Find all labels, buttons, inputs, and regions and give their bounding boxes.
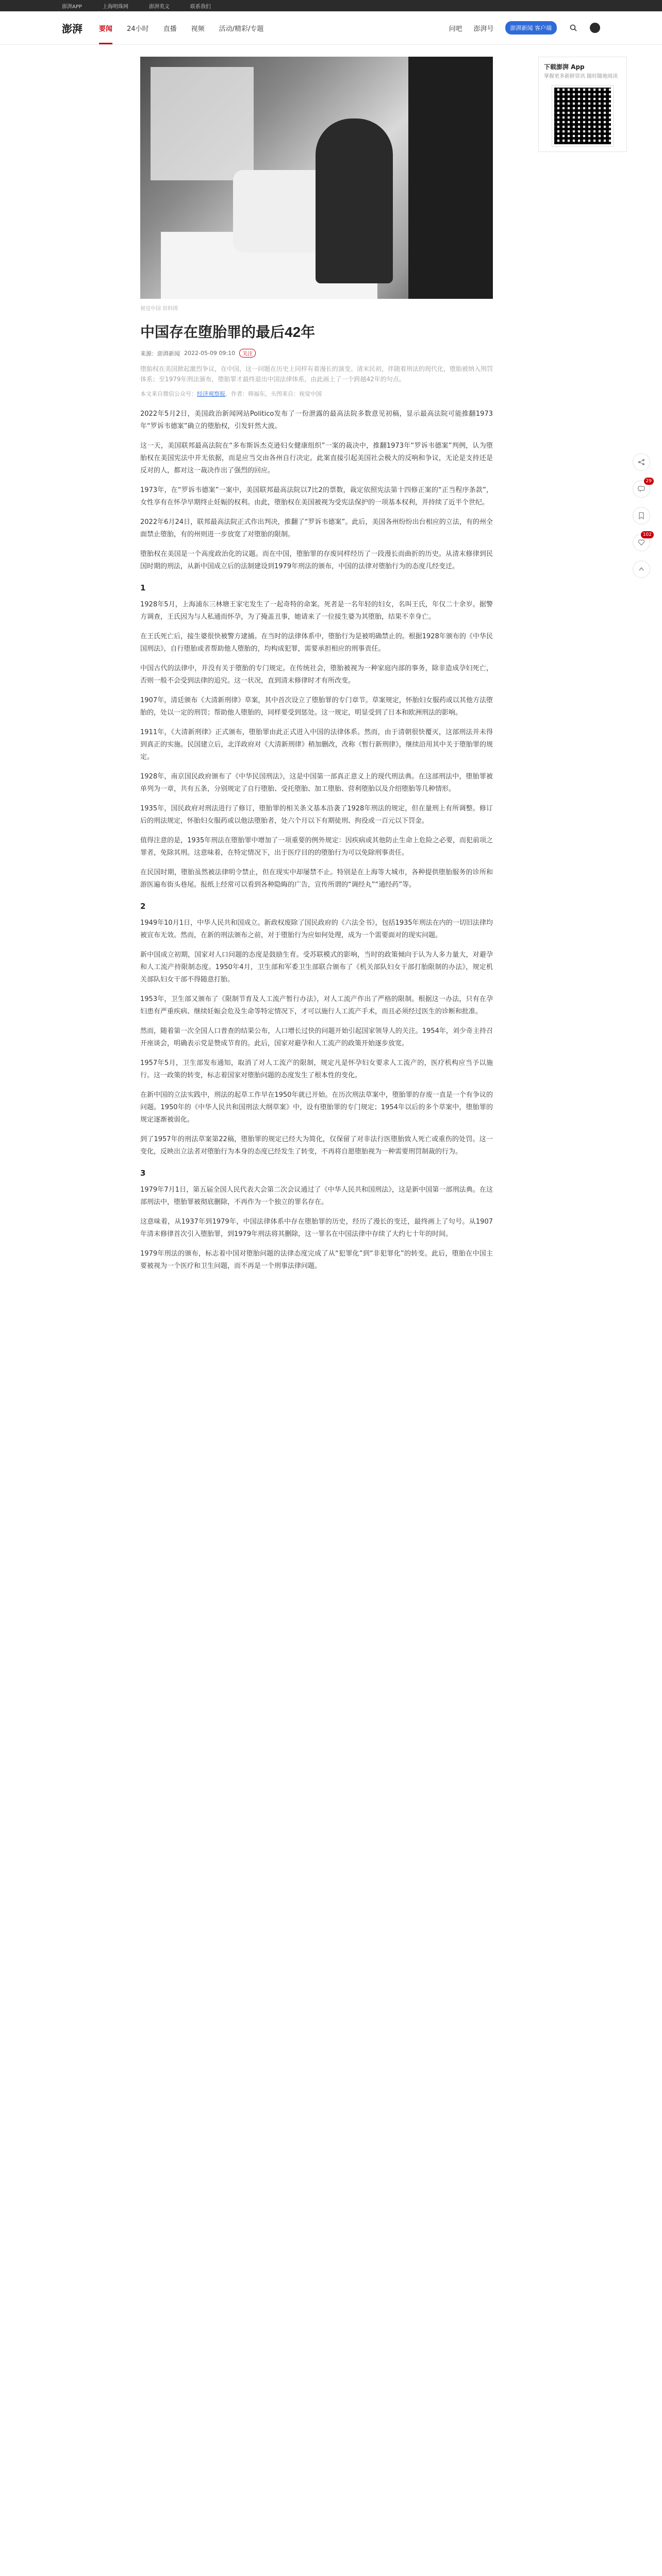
section-heading: 2 [140, 902, 146, 911]
paragraph: 然而，随着第一次全国人口普查的结果公布，人口增长过快的问题开始引起国家领导人的关注。1954年，刘少奇主持召开座谈会，明确表示党是赞成节育的。此后，国家对避孕和人工流产的政策开始逐步放宽。 [140, 1027, 493, 1047]
comment-icon[interactable] [633, 480, 650, 498]
section-heading: 3 [140, 1168, 146, 1178]
paragraph: 1949年10月1日，中华人民共和国成立。新政权废除了国民政府的《六法全书》，包括1935年刑法在内的一切旧法律均被宣布无效。然而，在新的刑法颁布之前，对于堕胎行为应如何处理，成为一个需要面对的现实问题。 [140, 919, 493, 939]
download-app-card[interactable] [538, 57, 627, 152]
qr-code-icon [552, 86, 613, 146]
share-icon[interactable] [633, 453, 650, 471]
hero-image [140, 57, 493, 299]
paragraph: 堕胎权在美国是一个高度政治化的议题。而在中国，堕胎罪的存废同样经历了一段漫长而曲折的历史。从清末修律到民国时期的刑法，从新中国成立后的法制建设到1979年刑法的颁布，中国的法律对堕胎行为的态度几经变迁。 [140, 550, 493, 570]
paragraph: 到了1957年的刑法草案第22稿，堕胎罪的规定已经大为简化，仅保留了对非法行医堕胎致人死亡或重伤的处罚。这一变化，反映出立法者对堕胎行为本身的态度已经发生了转变，不再将自愿堕胎视为一种需要刑罚制裁的行为。 [140, 1136, 493, 1156]
top-utility-bar [0, 0, 662, 11]
paragraph: 1907年，清廷颁布《大清新刑律》草案，其中首次设立了堕胎罪的专门章节。草案规定，怀胎妇女服药或以其他方法堕胎的，处以一定的刑罚；帮助他人堕胎的，同样要受到惩处。这一规定，明显受到了日本和欧洲刑法的影响。 [140, 697, 493, 717]
paragraph: 这意味着，从1937年到1979年，中国法律体系中存在堕胎罪的历史，经历了漫长的变迁，最终画上了句号。从1907年清末修律首次引入堕胎罪，到1979年刑法将其删除，这一罪名在中国法律中存续了大约七十年的时间。 [140, 1218, 493, 1238]
paragraph: 1911年，《大清新刑律》正式颁布，堕胎罪由此正式进入中国的法律体系。然而，由于清朝很快覆灭，这部刑法并未得到真正的实施。民国建立后，北洋政府对《大清新刑律》稍加删改，改称《暂行新刑律》，继续沿用其中关于堕胎罪的规定。 [140, 728, 493, 761]
comment-count-badge: 29 [644, 478, 654, 485]
nav-right [449, 11, 600, 44]
paragraph: 中国古代的法律中，并没有关于堕胎的专门规定。在传统社会，堕胎被视为一种家庭内部的事务，除非造成孕妇死亡，否则一般不会受到法律的追究。这一状况，直到清末修律时才有所改变。 [140, 665, 493, 685]
like-icon[interactable] [633, 534, 650, 551]
main-nav [0, 11, 662, 45]
paragraph: 1928年，南京国民政府颁布了《中华民国刑法》，这是中国第一部真正意义上的现代刑法典。在这部刑法中，堕胎罪被单列为一章，共有五条，分别规定了自行堕胎、受托堕胎、加工堕胎、营利堕胎以及介绍堕胎等几种情形。 [140, 773, 493, 793]
paragraph: 2022年6月24日，联邦最高法院正式作出判决，推翻了“罗诉韦德案”。此后，美国各州纷纷出台相应的立法，有的州全面禁止堕胎，有的州则进一步放宽了对堕胎的限制。 [140, 518, 493, 538]
site-logo[interactable]: 澎湃 [62, 22, 82, 35]
paragraph: 1928年5月，上海浦东三林塘王家宅发生了一起奇特的命案。死者是一名年轻的妇女，名叫王氏，年仅二十余岁。据警方调查，王氏因为与人私通而怀孕，为了掩盖丑事，她请来了一位接生婆为其堕胎，结果不幸身亡。 [140, 601, 493, 621]
back-to-top-icon[interactable] [633, 561, 650, 578]
source-link[interactable]: 经济观察报 [197, 391, 225, 397]
nav-item-video[interactable]: 视频 [191, 25, 205, 33]
topbar-link-contact[interactable]: 联系我们 [190, 4, 211, 10]
paragraph: 这一天，美国联邦最高法院在“多布斯诉杰克逊妇女健康组织”一案的裁决中，推翻1973年“罗诉韦德案”判例，认为堕胎权在美国宪法中并无依据，而是应当交由各州自行决定。此案直接引起美国社会极大的反响和争议，无论是支持还是反对的人，都对这一裁决作出了强烈的回应。 [140, 442, 493, 474]
paragraph: 在民国时期，堕胎虽然被法律明令禁止，但在现实中却屡禁不止。特别是在上海等大城市，各种提供堕胎服务的诊所和游医遍布街头巷尾。报纸上经常可以看到各种隐晦的广告，宣传所谓的“调经丸”“通经药”等。 [140, 869, 493, 889]
article-lead: 堕胎权在美国掀起激烈争议，在中国，这一问题在历史上同样有着漫长的演变。清末民初，伴随着刑法的现代化，堕胎被纳入刑罚体系；至1979年刑法颁布，堕胎罪才最终退出中国法律体系，由此画上了一个跨越42年的句点。 [140, 365, 493, 383]
nav-item-live[interactable]: 直播 [163, 25, 177, 33]
article-title: 中国存在堕胎罪的最后42年 [140, 324, 316, 340]
user-icon[interactable] [590, 23, 600, 33]
paragraph: 1979年7月1日，第五届全国人民代表大会第二次会议通过了《中华人民共和国刑法》，这是新中国第一部刑法典。在这部刑法中，堕胎罪被彻底删除，不再作为一个独立的罪名存在。 [140, 1186, 493, 1206]
paragraph: 值得注意的是，1935年刑法在堕胎罪中增加了一项重要的例外规定：因疾病或其他防止生命上危险之必要，而犯前项之罪者，免除其刑。这意味着，在特定情况下，出于医疗目的的堕胎行为可以免除刑事责任。 [140, 837, 493, 857]
topbar-link-english[interactable]: 澎湃英文 [148, 4, 170, 10]
article-meta [140, 349, 493, 358]
like-count-badge: 102 [641, 531, 654, 538]
meta-time: 2022-05-09 09:10 [184, 350, 236, 357]
article [140, 57, 493, 1280]
nav-item-pengpaihao[interactable]: 澎湃号 [473, 25, 494, 33]
paragraph: 在王氏死亡后，接生婆很快被警方逮捕。在当时的法律体系中，堕胎行为是被明确禁止的。根据1928年颁布的《中华民国刑法》，自行堕胎或者帮助他人堕胎的，均构成犯罪，需要承担相应的刑事责任。 [140, 633, 493, 653]
download-card-title: 下载澎湃 App [544, 63, 585, 71]
paragraph: 2022年5月2日，美国政治新闻网站Politico发布了一份泄露的最高法院多数意见初稿，显示最高法院可能推翻1973年“罗诉韦德案”确立的堕胎权，引发轩然大波。 [140, 410, 493, 430]
paragraph: 1973年，在“罗诉韦德案”一案中，美国联邦最高法院以7比2的票数，裁定依照宪法第十四修正案的“正当程序条款”，女性享有在怀孕早期终止妊娠的权利。由此，堕胎权在美国被视为受宪法保护的一项基本权利，并持续了近半个世纪。 [140, 486, 493, 506]
source-line: 本文来自微信公众号：经济观察报，作者：韩福东，头图来自：视觉中国 [140, 391, 322, 397]
paragraph: 1953年，卫生部又颁布了《限制节育及人工流产暂行办法》，对人工流产作出了严格的限制。根据这一办法，只有在孕妇患有严重疾病、继续妊娠会危及生命等特定情况下，才可以施行人工流产手术，而且必须经过医生的诊断和批准。 [140, 995, 493, 1015]
paragraph: 在新中国的立法实践中，刑法的起草工作早在1950年就已开始。在历次刑法草案中，堕胎罪的存废一直是一个有争议的问题。1950年的《中华人民共和国刑法大纲草案》中，设有堕胎罪的专门规定；1954年以后的多个草案中，堕胎罪的规定逐渐被弱化。 [140, 1091, 493, 1124]
paragraph: 新中国成立初期，国家对人口问题的态度是鼓励生育。受苏联模式的影响，当时的政策倾向于认为人多力量大，对避孕和人工流产持限制态度。1950年4月，卫生部和军委卫生部联合颁布了《机关部队妇女干部打胎限制的办法》，规定机关部队妇女干部不得随意打胎。 [140, 951, 493, 984]
nav-item-events[interactable]: 活动/精彩/专题 [219, 25, 264, 33]
topbar-link-mingzhu[interactable]: 上海明珠网 [102, 4, 128, 10]
bookmark-icon[interactable] [633, 507, 650, 524]
hero-caption: 视觉中国 资料图 [140, 306, 178, 312]
meta-source: 来源：澎湃新闻 [140, 350, 180, 357]
paragraph: 1979年刑法的颁布，标志着中国对堕胎问题的法律态度完成了从“犯罪化”到“非犯罪化”的转变。此后，堕胎在中国主要被视为一个医疗和卫生问题，而不再是一个刑事法律问题。 [140, 1250, 493, 1270]
nav-item-headlines[interactable]: 要闻 [99, 23, 112, 33]
search-icon[interactable] [568, 23, 578, 33]
nav-items [99, 23, 263, 33]
nav-item-wenba[interactable]: 问吧 [449, 25, 462, 33]
section-heading: 1 [140, 583, 146, 592]
nav-item-24h[interactable]: 24小时 [127, 25, 149, 33]
follow-button[interactable]: 关注 [239, 349, 256, 358]
topbar-link-app[interactable]: 澎湃APP [62, 4, 82, 10]
download-app-button[interactable]: 澎湃新闻 客户端 [505, 21, 557, 35]
paragraph: 1935年，国民政府对刑法进行了修订，堕胎罪的相关条文基本沿袭了1928年刑法的规定，但在量刑上有所调整。修订后的刑法规定，怀胎妇女服药或以他法堕胎者，处六个月以下有期徒刑、拘役或一百元以下罚金。 [140, 805, 493, 825]
paragraph: 1957年5月，卫生部发布通知，取消了对人工流产的限制，规定凡是怀孕妇女要求人工流产的，医疗机构应当予以施行。这一政策的转变，标志着国家对堕胎问题的态度发生了根本性的变化。 [140, 1059, 493, 1079]
download-card-subtitle: 掌握更多新鲜资讯 随时随地阅读 [544, 74, 618, 79]
floating-action-bar [631, 453, 652, 578]
